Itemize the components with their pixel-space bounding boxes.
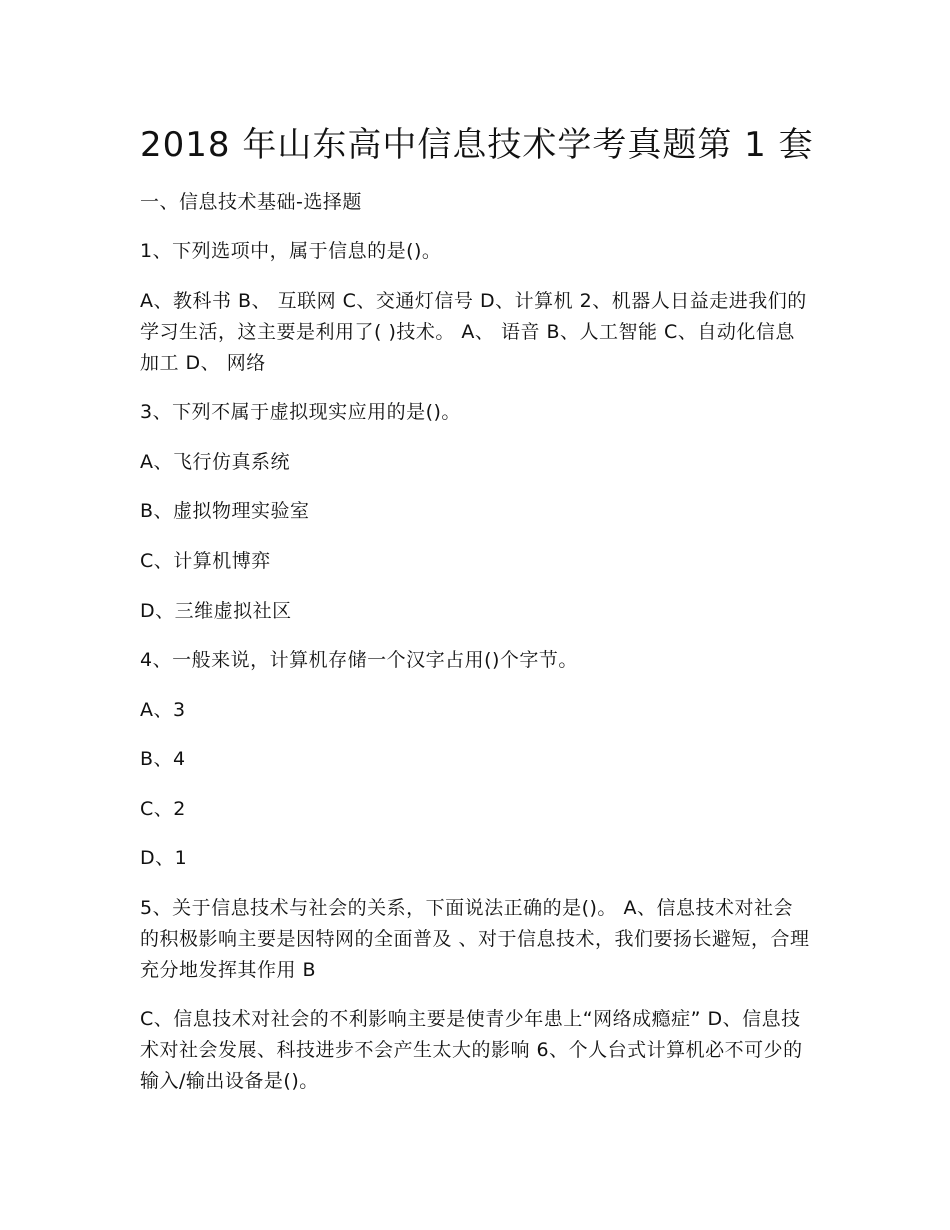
- question-3-option-d: D、三维虚拟社区: [140, 600, 292, 622]
- question-4: 4、一般来说，计算机存储一个汉字占用()个字节。: [140, 649, 578, 671]
- question-4-option-d: D、1: [140, 847, 188, 869]
- question-3-option-c: C、计算机博弈: [140, 550, 271, 572]
- question-1: 1、下列选项中，属于信息的是()。: [140, 240, 442, 262]
- question-4-option-b: B、4: [140, 748, 186, 770]
- question-4-option-c: C、2: [140, 798, 186, 820]
- question-5: 5、关于信息技术与社会的关系，下面说法正确的是()。 A、信息技术对社会的积极影响主要是因特网的全面普及 、对于信息技术，我们要扬长避短，合理充分地发挥其作用 B: [140, 897, 810, 981]
- question-5-options-and-question-6: C、信息技术对社会的不利影响主要是使青少年患上“网络成瘾症” D、信息技术对社会发展、科技进步不会产生太大的影响 6、个人台式计算机必不可少的输入/输出设备是()。: [140, 1008, 803, 1092]
- question-4-option-a: A、3: [140, 699, 186, 721]
- document-title: 2018 年山东高中信息技术学考真题第 1 套: [140, 125, 814, 165]
- question-3: 3、下列不属于虚拟现实应用的是()。: [140, 401, 461, 423]
- question-1-options-and-question-2: A、教科书 B、 互联网 C、交通灯信号 D、计算机 2、机器人日益走进我们的学习生活，这主要是利用了( )技术。 A、 语音 B、人工智能 C、自动化信息加工 D、 网络: [140, 290, 807, 374]
- question-3-option-a: A、飞行仿真系统: [140, 451, 290, 473]
- section-heading: 一、信息技术基础-选择题: [140, 191, 362, 213]
- question-3-option-b: B、虚拟物理实验室: [140, 500, 310, 522]
